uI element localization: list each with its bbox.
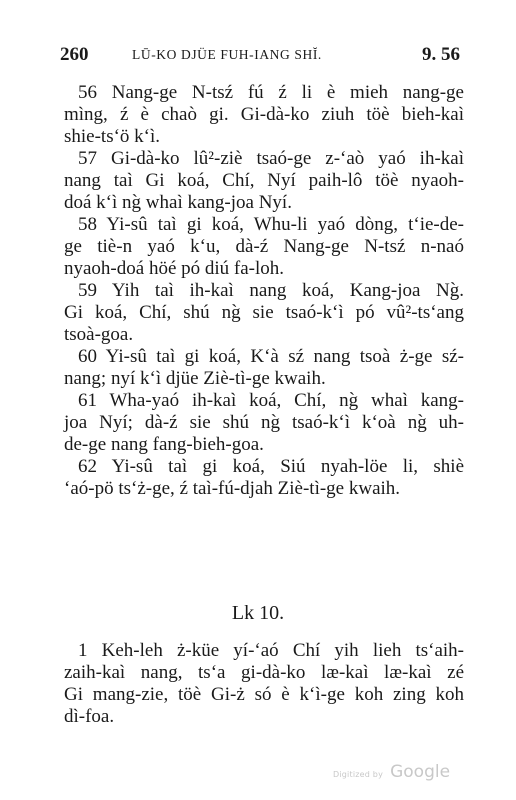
section-heading: Lk 10.: [231, 602, 285, 624]
page-header: [60, 44, 460, 68]
text-line: 56 Nang-ge N-tsź fú ź li è mieh nang-ge: [78, 82, 464, 103]
verses-block-chapter-9: [64, 82, 464, 500]
text-line: nang; nyí k‘ì djüe Ziè-tì-ge kwaih.: [64, 368, 326, 389]
text-line: 61 Wha-yaó ih-kaì koá, Chí, ng̀ whaì kang-: [78, 390, 464, 411]
text-line: 60 Yi-sû taì gi koá, K‘à sź nang tsoà ż-ge sź-: [78, 346, 464, 367]
text-line: mìng, ź è chaò gi. Gi-dà-ko ziuh töè bieh-kaì: [64, 104, 464, 125]
text-line: tsoà-goa.: [64, 324, 134, 345]
text-line: dì-foa.: [64, 706, 115, 727]
text-line: Gi koá, Chí, shú ng̀ sie tsaó-k‘ì pó vû²-ts‘ang: [64, 302, 464, 323]
text-line: zaih-kaì nang, ts‘a gi-dà-ko læ-kaì læ-kaì zé: [64, 662, 464, 683]
text-line: 57 Gi-dà-ko lû²-ziè tsaó-ge z-‘aò yaó ih-kaì: [78, 148, 464, 169]
watermark-prefix: Digitized by: [333, 770, 383, 779]
text-line: ge tiè-n yaó k‘u, dà-ź Nang-ge N-tsź n-naó: [64, 236, 464, 257]
text-line: doá k‘ì ng̀ whaì kang-joa Nyí.: [64, 192, 292, 213]
text-line: 1 Keh-leh ż-küe yí-‘aó Chí yih lieh ts‘aih-: [78, 640, 464, 661]
verses-block-chapter-10: [64, 640, 464, 728]
running-title: LŪ-KO DJÜE FUH-IANG SHĬ.: [132, 47, 322, 62]
text-line: 62 Yi-sû taì gi koá, Siú nyah-löe li, shiè: [78, 456, 464, 477]
watermark-brand: Google: [390, 762, 451, 782]
text-line: de-ge nang fang-bieh-goa.: [64, 434, 264, 455]
text-line: joa Nyí; dà-ź sie shú ng̀ tsaó-k‘ì k‘oà ng̀ uh-: [64, 412, 464, 433]
text-line: shie-ts‘ö k‘ì.: [64, 126, 161, 147]
text-line: nang taì Gi koá, Chí, Nyí paih-lô töè nyaoh-: [64, 170, 464, 191]
page-number: 260: [60, 44, 89, 65]
chapter-verse-marker: 9. 56: [422, 44, 460, 65]
text-line: ‘aó-pö ts‘ż-ge, ź taì-fú-djah Ziè-tì-ge kwaih.: [64, 478, 401, 499]
digitization-watermark: [333, 762, 450, 782]
text-line: nyaoh-doá höé pó diú fa-loh.: [64, 258, 285, 279]
text-line: Gi mang-zie, töè Gi-ż só è k‘ì-ge koh zing koh: [64, 684, 464, 705]
text-line: 58 Yi-sû taì gi koá, Whu-li yaó dòng, t‘ie-de-: [78, 214, 464, 235]
text-line: 59 Yih taì ih-kaì nang koá, Kang-joa Ng̀.: [78, 280, 464, 301]
